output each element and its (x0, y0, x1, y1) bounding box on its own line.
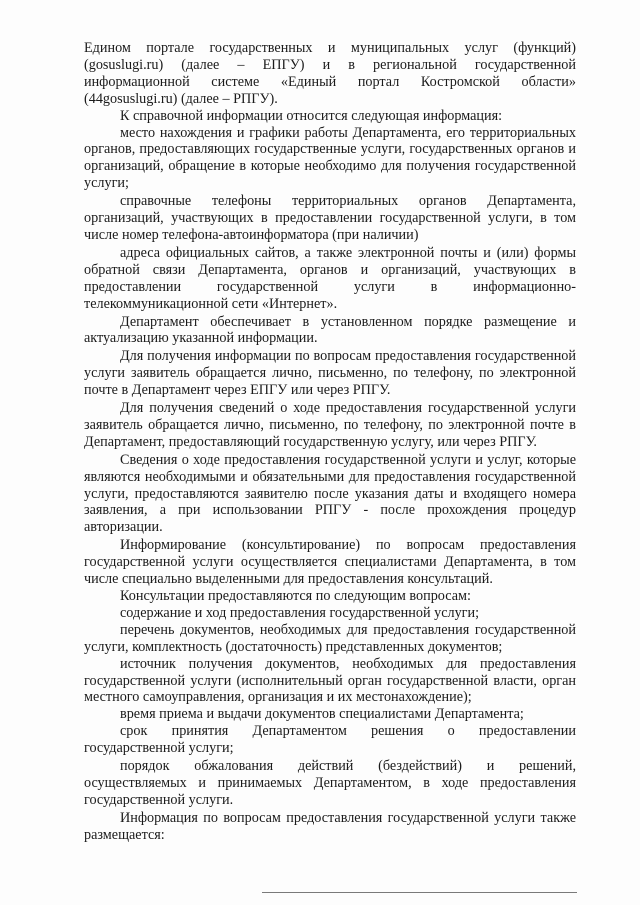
footer-divider (262, 892, 577, 893)
paragraph-progress-information: Для получения сведений о ходе предоставления государственной услуги заявитель обращается лично, письменно, по телефону, по электронной почте в Департамент, предоставляющий государственную услугу, или через РПГУ. (84, 400, 576, 450)
paragraph-department-updates: Департамент обеспечивает в установленном порядке размещение и актуализацию указанной информации. (84, 313, 576, 347)
list-item-document-source: источник получения документов, необходимых для предоставления государственной услуги (исполнительный орган государственной власти, орган местного самоуправления, организация и их местонахождение); (84, 655, 576, 706)
paragraph-websites-email: адреса официальных сайтов, а также электронной почты и (или) формы обратной связи Департамента, органов и организаций, участвующих в предоставлении государственной услуги в информационно-телекоммуникационной сети «Интернет». (84, 244, 576, 312)
paragraph-consulting: Информирование (консультирование) по вопросам предоставления государственной услуги осуществляется специалистами Департамента, в том числе специально выделенными для предоставления консультаций. (84, 537, 576, 588)
paragraph-get-information: Для получения информации по вопросам предоставления государственной услуги заявитель обращается лично, письменно, по телефону, по электронной почте в Департамент через ЕПГУ или через РПГУ. (84, 348, 576, 399)
paragraph-information-placement: Информация по вопросам предоставления государственной услуги также размещается: (84, 809, 576, 843)
paragraph-reference-phones: справочные телефоны территориальных органов Департамента, организаций, участвующих в предоставлении государственной услуги, в том числе номер телефона-автоинформатора (при наличии) (84, 193, 576, 243)
paragraph-location-schedule: место нахождения и графики работы Департамента, его территориальных органов, предоставляющих государственные услуги, государственных органов и организаций, обращение в которые необходимо для получения государственной услуги; (84, 124, 576, 192)
paragraph-progress-details: Сведения о ходе предоставления государственной услуги и услуг, которые являются необходимыми и обязательными для предоставления государственной услуги, предоставляются заявителю после указания даты и входящего номера заявления, а при использовании РПГУ - после прохождения процедур авторизации. (84, 451, 576, 536)
list-item-appeal-procedure: порядок обжалования действий (бездействий) и решений, осуществляемых и принимаемых Департаментом, в ходе предоставления государственной услуги. (84, 758, 576, 808)
list-item-document-list: перечень документов, необходимых для предоставления государственной услуги, комплектность (достаточность) представленных документов; (84, 621, 576, 655)
list-item-reception-time: время приема и выдачи документов специалистами Департамента; (120, 706, 524, 723)
document-body (84, 40, 576, 844)
list-item-decision-deadline: срок принятия Департаментом решения о предоставлении государственной услуги; (84, 723, 576, 757)
paragraph-continuation: Едином портале государственных и муниципальных услуг (функций) (gosuslugi.ru) (далее – ЕПГУ) и в региональной государственной информационной системе «Единый портал Костромской области» (44gosuslugi.ru) (далее – РПГУ). (84, 40, 576, 107)
paragraph-reference-info-intro: К справочной информации относится следующая информация: (120, 107, 503, 124)
list-item-service-content: содержание и ход предоставления государственной услуги; (120, 604, 480, 621)
paragraph-consultation-topics: Консультации предоставляются по следующим вопросам: (120, 588, 471, 604)
